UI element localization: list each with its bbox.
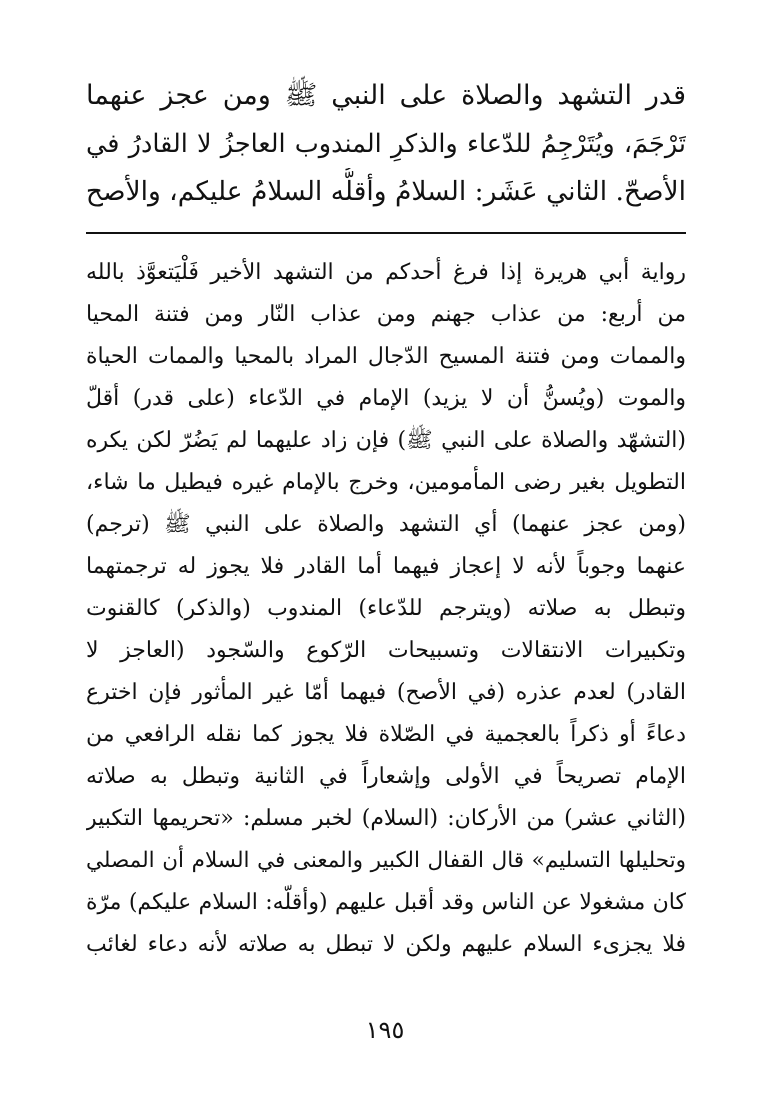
commentary-line-12: دعاءً أو ذكراً بالعجمية في الصّلاة فلا يجوز كما نقله الرافعي من xyxy=(86,722,686,747)
commentary-line-9: وتبطل به صلاته (ويترجم للدّعاء) المندوب (والذكر) كالقنوت xyxy=(86,596,686,621)
commentary-line-6: التطويل بغير رضى المأمومين، وخرج بالإمام غيره فيطيل ما شاء، xyxy=(86,470,686,495)
commentary-line-13: الإمام تصريحاً في الأولى وإشعاراً في الثانية وتبطل به صلاته xyxy=(86,764,686,789)
commentary-line-7: (ومن عجز عنهما) أي التشهد والصلاة على النبي ﷺ (ترجم) xyxy=(86,512,686,537)
commentary-line-10: وتكبيرات الانتقالات وتسبيحات الرّكوع والسّجود (العاجز لا xyxy=(86,638,686,663)
commentary-line-17: فلا يجزىء السلام عليهم ولكن لا تبطل به صلاته لأنه دعاء لغائب xyxy=(86,932,686,957)
commentary-line-16: كان مشغولا عن الناس وقد أقبل عليهم (وأقلّه: السلام عليكم) مرّة xyxy=(86,890,686,915)
commentary-text xyxy=(86,252,686,966)
commentary-line-3: والممات ومن فتنة المسيح الدّجال المراد بالمحيا والممات الحياة xyxy=(86,344,686,369)
main-text-line-3: الأصحّ. الثاني عَشَر: السلامُ وأقلُّه السلامُ عليكم، والأصح xyxy=(86,176,686,207)
commentary-line-5: (التشهّد والصلاة على النبي ﷺ) فإن زاد عليهما لم يَضُرّ لكن يكره xyxy=(86,428,686,453)
main-text xyxy=(86,72,686,216)
commentary-line-15: وتحليلها التسليم» قال القفال الكبير والمعنى في السلام أن المصلي xyxy=(86,848,686,873)
main-text-line-1: قدر التشهد والصلاة على النبي ﷺ ومن عجز عنهما xyxy=(86,80,686,111)
commentary-line-8: عنهما وجوباً لأنه لا إعجاز فيهما أما القادر فلا يجوز له ترجمتهما xyxy=(86,554,686,579)
commentary-line-4: والموت (ويُسنُّ أن لا يزيد) الإمام في الدّعاء (على قدر) أقلّ xyxy=(86,386,686,411)
commentary-line-1: رواية أبي هريرة إذا فرغ أحدكم من التشهد الأخير فَلْيَتعوَّذ بالله xyxy=(86,260,686,285)
main-text-line-2: تَرْجَمَ، ويُتَرْجِمُ للدّعاء والذكرِ المندوب العاجزُ لا القادرُ في xyxy=(86,129,686,159)
commentary-line-14: (الثاني عشر) من الأركان: (السلام) لخبر مسلم: «تحريمها التكبير xyxy=(86,806,686,831)
page-number: ١٩٥ xyxy=(365,1016,405,1044)
footnote-divider xyxy=(86,232,686,234)
commentary-line-2: من أربع: من عذاب جهنم ومن عذاب النّار ومن فتنة المحيا xyxy=(86,302,686,327)
commentary-line-11: القادر) لعدم عذره (في الأصح) فيهما أمّا غير المأثور فإن اخترع xyxy=(86,680,686,705)
